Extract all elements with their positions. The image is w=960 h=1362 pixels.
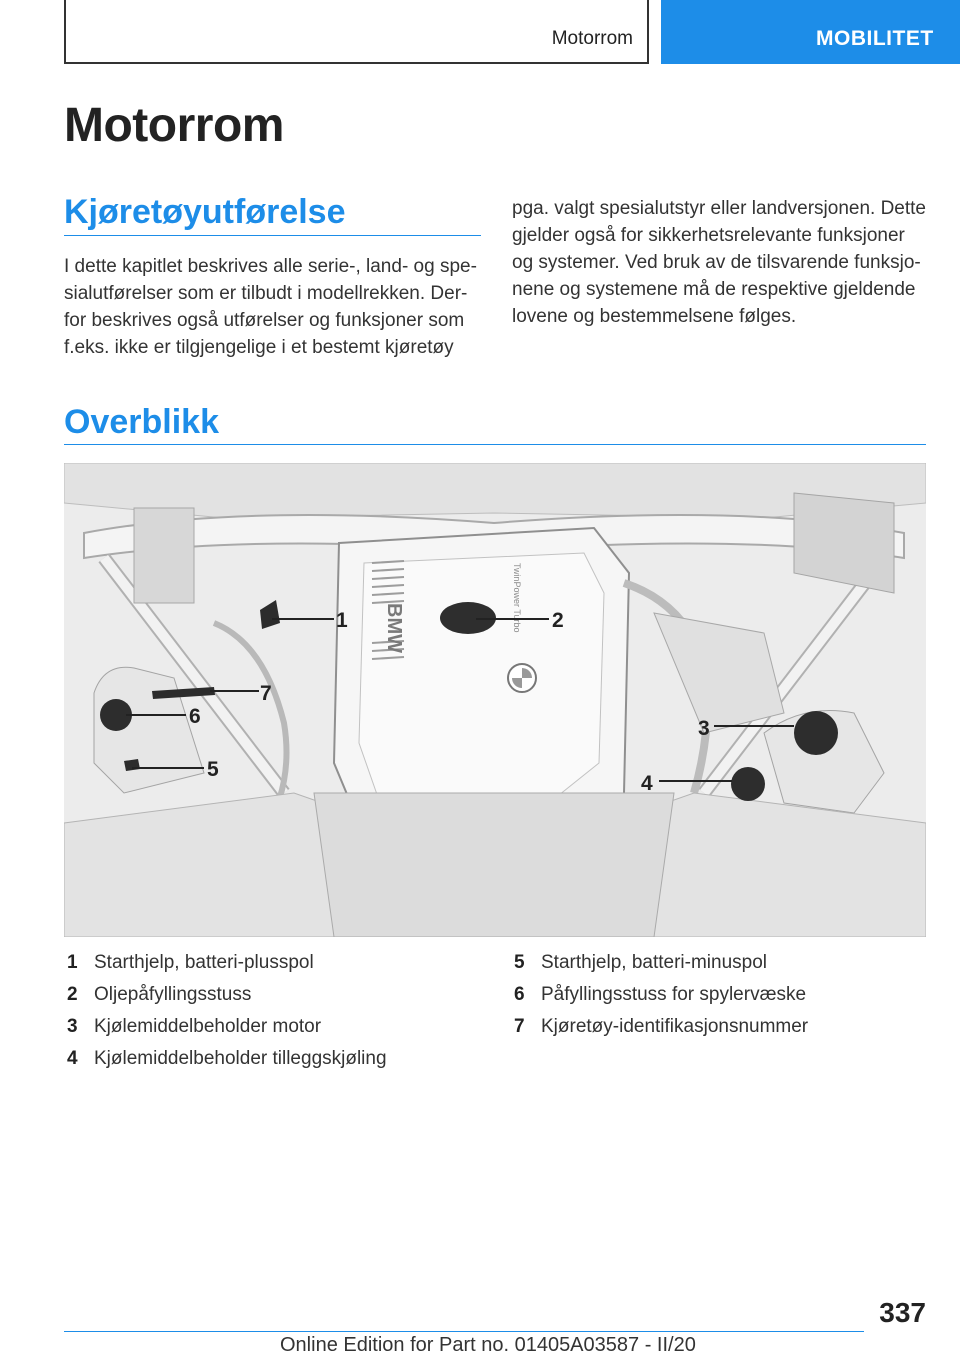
- coolant-cap-engine: [794, 711, 838, 755]
- callout-number: 3: [698, 717, 710, 740]
- legend-text: Starthjelp, batteri-minuspol: [541, 952, 767, 973]
- legend-item: [64, 979, 387, 1011]
- section-rule: [64, 444, 926, 445]
- header-chapter-tab: [661, 0, 960, 64]
- engine-cover-brand: BMW: [383, 603, 405, 653]
- text-line: sialutførelser som er tilbudt i modellrekken. Der-: [64, 283, 468, 304]
- legend-text: Oljepåfyllingsstuss: [94, 984, 252, 1005]
- legend-text: Kjølemiddelbeholder tilleggskjøling: [94, 1048, 387, 1069]
- callout-number: 4: [641, 772, 653, 795]
- legend-item: [511, 1011, 808, 1043]
- legend-item: [64, 947, 387, 979]
- legend-item: [64, 1043, 387, 1075]
- legend-item: [511, 947, 808, 979]
- section-title-vehicle-version: Kjøretøyutførelse: [64, 193, 346, 231]
- legend-text: Kjøretøy-identifikasjonsnummer: [541, 1016, 809, 1037]
- legend-number: 4: [67, 1048, 78, 1069]
- legend-list-right: [511, 947, 808, 1043]
- text-line: pga. valgt spesialutstyr eller landversjonen. Dette: [512, 198, 927, 219]
- engine-cover-text: TwinPower Turbo: [512, 563, 522, 633]
- header-section-label: Motorrom: [551, 28, 633, 49]
- intro-paragraph-left: [64, 253, 477, 361]
- engine-bay-drawing: [64, 463, 926, 937]
- legend-text: Kjølemiddelbeholder motor: [94, 1016, 322, 1037]
- text-line: lovene og bestemmelsene følges.: [512, 306, 797, 327]
- legend-text: Påfyllingsstuss for spylervæske: [541, 984, 807, 1005]
- legend-number: 7: [514, 1016, 525, 1037]
- text-line: gjelder også for sikkerhetsrelevante funksjoner: [512, 225, 905, 246]
- engine-bay-illustration: [64, 463, 926, 937]
- footer-edition: Online Edition for Part no. 01405A03587 - II/20: [280, 1334, 696, 1356]
- text-line: I dette kapitlet beskrives alle serie-, land- og spe-: [64, 256, 477, 277]
- section-title-overview: Overblikk: [64, 403, 219, 441]
- legend-item: [511, 979, 808, 1011]
- legend-number: 3: [67, 1016, 78, 1037]
- callout-number: 1: [336, 609, 348, 632]
- header-section-tab: [64, 0, 649, 64]
- page-title: Motorrom: [64, 99, 284, 152]
- coolant-cap-aux: [731, 767, 765, 801]
- header-chapter-label: MOBILITET: [816, 27, 934, 50]
- text-line: f.eks. ikke er tilgjengelige i et bestemt kjøretøy: [64, 337, 454, 358]
- text-line: og systemer. Ved bruk av de tilsvarende funksjo-: [512, 252, 921, 273]
- callout-number: 2: [552, 609, 564, 632]
- intro-paragraph-right: [512, 195, 926, 330]
- legend-text: Starthjelp, batteri-plusspol: [94, 952, 314, 973]
- legend-number: 2: [67, 984, 78, 1005]
- section-rule: [64, 235, 481, 236]
- callout-number: 5: [207, 758, 219, 781]
- legend-number: 5: [514, 952, 525, 973]
- legend-item: [64, 1011, 387, 1043]
- footer-rule: [64, 1331, 864, 1332]
- text-line: nene og systemene må de respektive gjeldende: [512, 279, 916, 300]
- legend-number: 6: [514, 984, 525, 1005]
- page-number: 337: [879, 1297, 926, 1328]
- legend-list-left: [64, 947, 387, 1075]
- text-line: for beskrives også utførelser og funksjoner som: [64, 310, 465, 331]
- legend-number: 1: [67, 952, 78, 973]
- callout-number: 7: [260, 682, 272, 705]
- callout-number: 6: [189, 705, 201, 728]
